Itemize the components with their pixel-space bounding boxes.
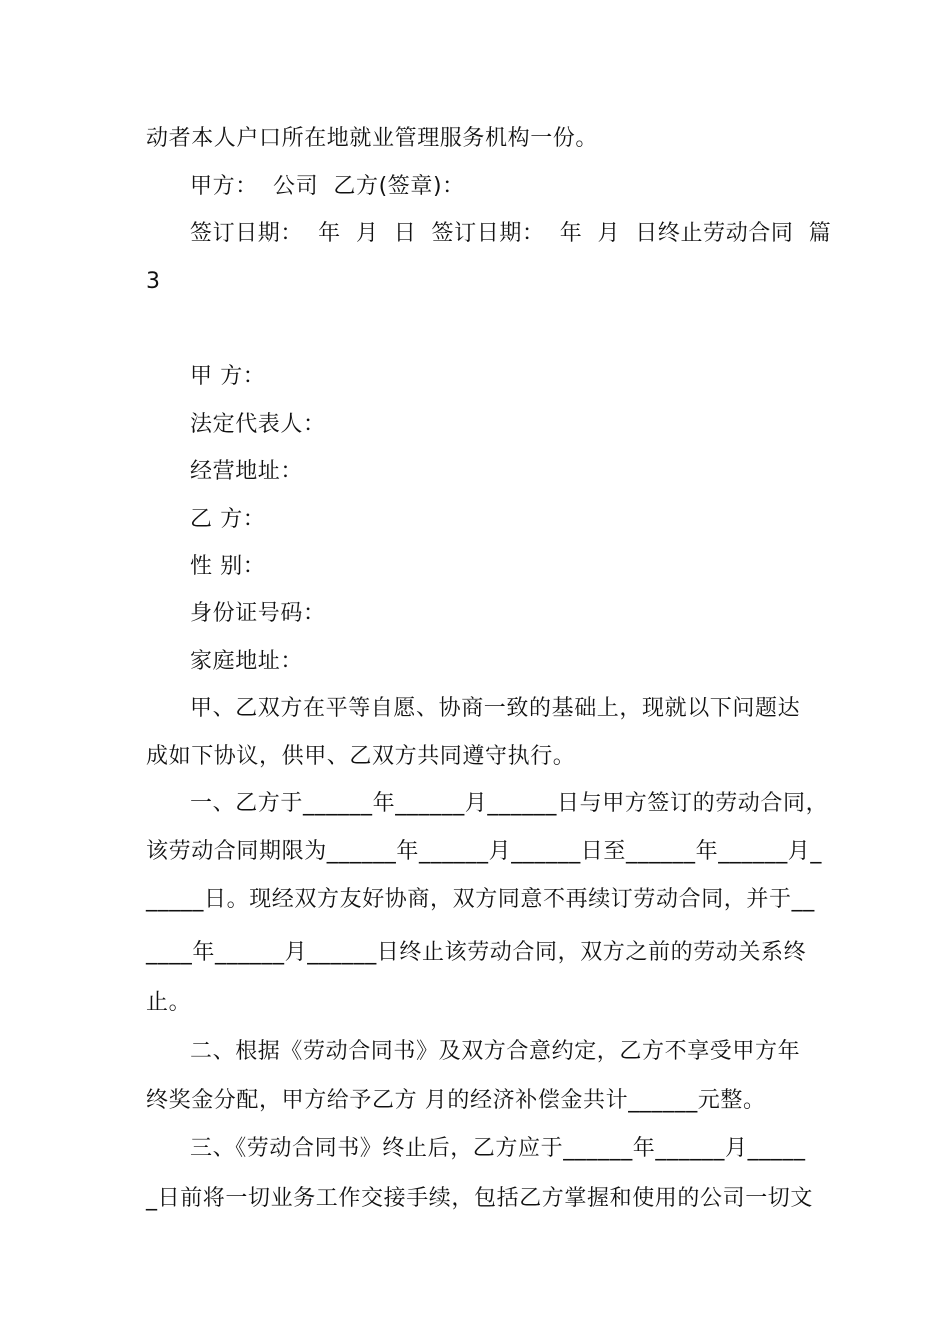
text-line: _____日。现经双方友好协商，双方同意不再续订劳动合同，并于__ [146, 887, 815, 912]
text-line: 签订日期： 年 月 日 签订日期： 年 月 日终止劳动合同 篇 [190, 221, 832, 246]
text-line: 3 [146, 269, 161, 294]
text-line: 该劳动合同期限为______年______月______日至______年______月_ [146, 839, 823, 864]
text-line: 二、根据《劳动合同书》及双方合意约定，乙方不享受甲方年 [190, 1039, 801, 1064]
text-line: 身份证号码： [190, 601, 326, 626]
text-line: 甲、乙双方在平等自愿、协商一致的基础上，现就以下问题达 [190, 696, 801, 721]
text-line: _日前将一切业务工作交接手续，包括乙方掌握和使用的公司一切文 [146, 1186, 814, 1211]
text-line: 动者本人户口所在地就业管理服务机构一份。 [146, 126, 599, 151]
text-line: 甲 方： [190, 364, 266, 389]
text-line: ____年______月______日终止该劳动合同，双方之前的劳动关系终 [146, 940, 807, 965]
text-line: 甲方： 公司 乙方(签章)： [190, 174, 465, 199]
text-line: 家庭地址： [190, 649, 304, 674]
text-line: 终奖金分配，甲方给予乙方 月的经济补偿金共计______元整。 [146, 1088, 766, 1113]
text-line: 经营地址： [190, 459, 304, 484]
text-line: 一、乙方于______年______月______日与甲方签订的劳动合同， [190, 791, 829, 816]
text-line: 乙 方： [190, 507, 266, 532]
text-line: 止。 [146, 990, 192, 1015]
text-line: 法定代表人： [190, 412, 326, 437]
text-line: 性 别： [190, 554, 266, 579]
text-line: 成如下协议，供甲、乙双方共同遵守执行。 [146, 744, 576, 769]
text-line: 三、《劳动合同书》终止后，乙方应于______年______月_____ [190, 1136, 806, 1161]
